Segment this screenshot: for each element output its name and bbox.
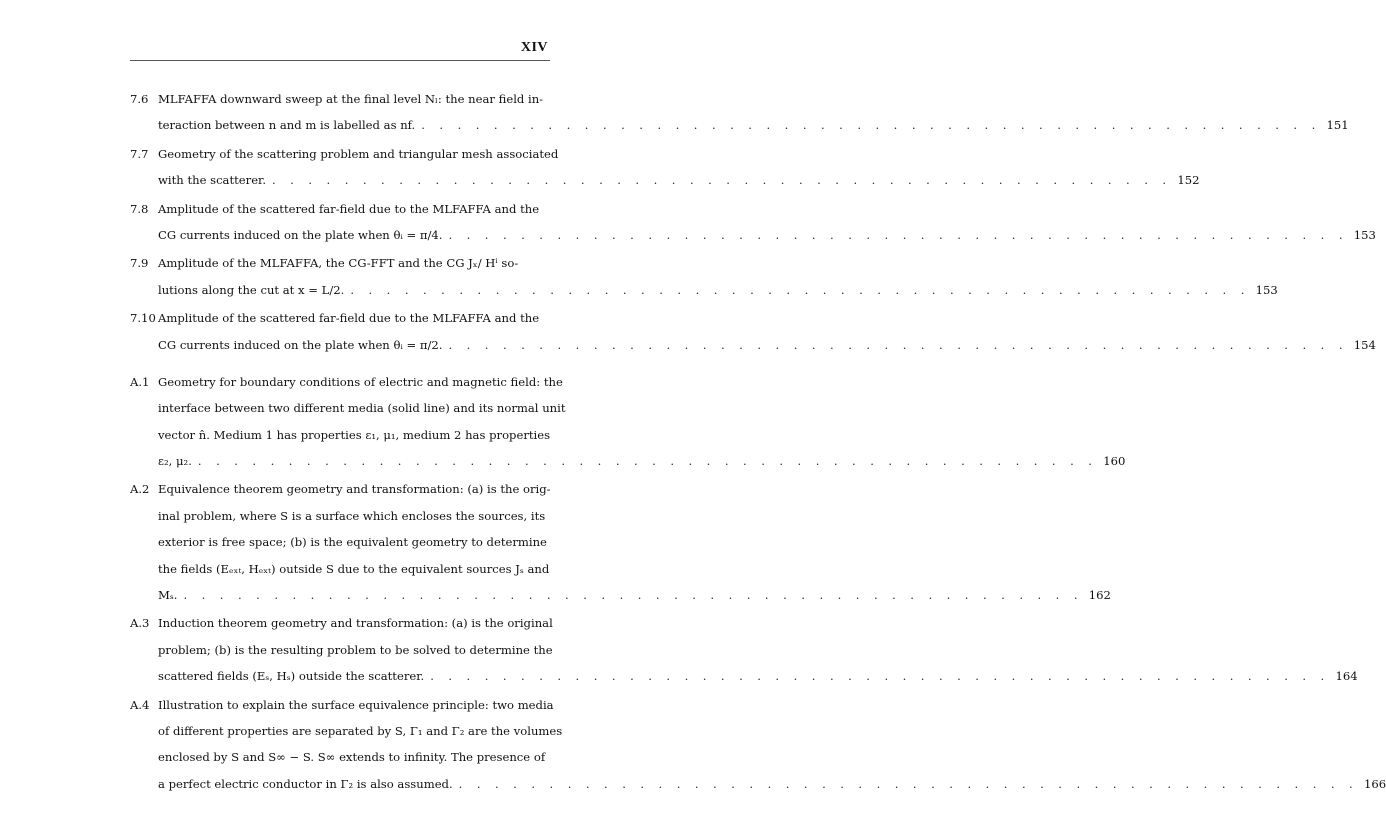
caption-text: lutions along the cut at x = L/2. [158,282,345,297]
figure-entry[interactable] [130,476,1111,608]
figure-page-number[interactable]: 154 [1353,337,1376,352]
page-number: XIV [520,40,548,55]
section-gap [130,360,550,369]
caption-line: interface between two different media (solid line) and its normal unit [158,401,566,416]
caption-line: problem; (b) is the resulting problem to be solved to determine the [158,642,553,657]
caption-last-line [158,277,1278,303]
dot-leader: . . . . . . . . . . . . . . . . . . . . . . . . . . . . . . . . . . . . . . . . . . . . . . . . . . [458,776,1359,791]
caption-line: enclosed by S and S∞ − S. S∞ extends to infinity. The presence of [158,750,546,765]
figure-caption [158,86,1349,139]
dot-leader: . . . . . . . . . . . . . . . . . . . . . . . . . . . . . . . . . . . . . . . . . . . . . . . . . . [183,588,1083,603]
figure-entry[interactable] [130,305,1376,358]
caption-last-line [158,771,1386,797]
caption-line: exterior is free space; (b) is the equivalent geometry to determine [158,535,547,550]
dot-leader: . . . . . . . . . . . . . . . . . . . . . . . . . . . . . . . . . . . . . . . . . . . . . . . . . . [430,669,1330,684]
caption-text: Mₛ. [158,588,178,603]
caption-line: MLFAFFA downward sweep at the final level Nₗ: the near field in- [158,92,544,106]
figure-number: A.3 [130,616,150,631]
figure-caption [158,250,1278,303]
caption-line: Illustration to explain the surface equivalence principle: two media [158,697,554,712]
figure-page-number[interactable]: 162 [1088,588,1111,603]
caption-line: of different properties are separated by S, Γ₁ and Γ₂ are the volumes [158,723,563,738]
caption-text: CG currents induced on the plate when θᵢ = π/4. [158,227,443,242]
figure-number: A.2 [130,482,150,497]
caption-line: Geometry of the scattering problem and triangular mesh associated [158,146,559,161]
figure-number: 7.8 [130,201,149,216]
figure-entry[interactable] [130,141,1200,194]
caption-line: Amplitude of the scattered far-field due to the MLFAFFA and the [158,201,540,216]
figure-entry[interactable] [130,86,1349,139]
caption-text: teraction between n and m is labelled as nf. [158,118,416,133]
caption-text: scattered fields (Eₛ, Hₛ) outside the scatterer. [158,669,425,684]
figure-number: 7.9 [130,256,149,271]
figure-page-number[interactable]: 166 [1363,776,1386,791]
caption-last-line [158,222,1376,248]
figure-caption [158,692,1386,798]
caption-text: a perfect electric conductor in Γ₂ is also assumed. [158,776,453,791]
figure-page-number[interactable]: 153 [1255,282,1278,297]
header-rule [130,60,550,61]
figure-caption [158,476,1111,608]
figure-entry[interactable] [130,610,1358,689]
caption-line: the fields (Eₑₓₜ, Hₑₓₜ) outside S due to the equivalent sources Jₛ and [158,561,550,576]
figure-number: 7.10 [130,311,156,326]
figure-number: A.4 [130,697,150,712]
figure-entry[interactable] [130,196,1376,249]
figure-entry[interactable] [130,692,1386,798]
figure-caption [158,610,1358,689]
caption-text: CG currents induced on the plate when θᵢ = π/2. [158,337,443,352]
caption-line: Amplitude of the MLFAFFA, the CG-FFT and the CG Jₓ/ Hⁱ so- [158,256,519,271]
caption-last-line [158,663,1358,689]
figure-page-number[interactable]: 153 [1353,227,1376,242]
figure-caption [158,305,1376,358]
caption-line: Induction theorem geometry and transformation: (a) is the original [158,616,553,631]
list-of-figures [130,86,1386,799]
caption-last-line [158,112,1349,138]
figure-entry[interactable] [130,369,1126,475]
dot-leader: . . . . . . . . . . . . . . . . . . . . . . . . . . . . . . . . . . . . . . . . . . . . . . . . . . [197,454,1098,469]
caption-line: Geometry for boundary conditions of electric and magnetic field: the [158,374,563,389]
dot-leader: . . . . . . . . . . . . . . . . . . . . . . . . . . . . . . . . . . . . . . . . . . . . . . . . . . [350,282,1250,297]
caption-last-line [158,582,1111,608]
dot-leader: . . . . . . . . . . . . . . . . . . . . . . . . . . . . . . . . . . . . . . . . . . . . . . . . . . [448,337,1348,352]
caption-last-line [158,167,1200,193]
caption-text: ε₂, μ₂. [158,454,192,469]
dot-leader: . . . . . . . . . . . . . . . . . . . . . . . . . . . . . . . . . . . . . . . . . . . . . . . . . . [448,227,1348,242]
dot-leader: . . . . . . . . . . . . . . . . . . . . . . . . . . . . . . . . . . . . . . . . . . . . . . . . . . [421,118,1321,133]
figure-number: 7.6 [130,92,149,106]
figure-number: 7.7 [130,146,149,161]
figure-page-number[interactable]: 160 [1103,454,1126,469]
figure-number: A.1 [130,374,150,389]
dot-leader: . . . . . . . . . . . . . . . . . . . . . . . . . . . . . . . . . . . . . . . . . . . . . . . . . . [272,173,1172,188]
caption-line: Equivalence theorem geometry and transformation: (a) is the orig- [158,482,551,497]
figure-page-number[interactable]: 152 [1177,173,1200,188]
caption-line: inal problem, where S is a surface which encloses the sources, its [158,508,546,523]
figure-page-number[interactable]: 151 [1326,118,1349,133]
caption-line: vector n̂. Medium 1 has properties ε₁, μ₁, medium 2 has properties [158,427,551,442]
caption-line: Amplitude of the scattered far-field due to the MLFAFFA and the [158,311,540,326]
figure-caption [158,369,1126,475]
figure-page-number[interactable]: 164 [1335,669,1358,684]
figure-entry[interactable] [130,250,1278,303]
figure-caption [158,141,1200,194]
caption-text: with the scatterer. [158,173,267,188]
caption-last-line [158,332,1376,358]
figure-caption [158,196,1376,249]
caption-last-line [158,448,1126,474]
